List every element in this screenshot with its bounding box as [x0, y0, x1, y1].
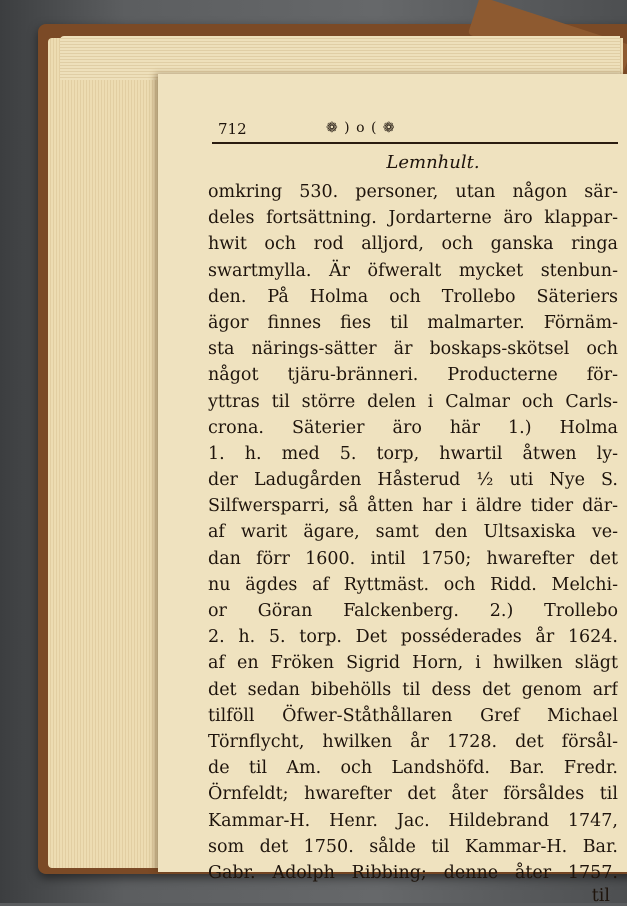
text-line: något tjäru-bränneri. Producterne för- — [208, 365, 618, 386]
catchword: til — [591, 886, 610, 906]
book-page — [158, 74, 627, 906]
text-line: de til Am. och Landshöfd. Bar. Fredr. — [208, 758, 618, 779]
text-line: nu ägdes af Ryttmäst. och Ridd. Melchi- — [208, 574, 618, 595]
page-header — [208, 118, 618, 148]
text-line: 1. h. med 5. torp, hwartil åtwen ly- — [208, 443, 618, 464]
text-line: hwit och rod alljord, och ganska ringa — [208, 234, 618, 255]
running-head: Lemnhult. — [386, 152, 480, 173]
text-line: or Göran Falckenberg. 2.) Trollebo — [208, 601, 618, 621]
text-line: den. På Holma och Trollebo Säteriers — [208, 286, 618, 307]
text-line: dan förr 1600. intil 1750; hwarefter det — [208, 548, 618, 569]
body-text — [208, 179, 618, 886]
text-line: deles fortsättning. Jordarterne äro klappar- — [208, 208, 618, 229]
text-line: ägor finnes fies til malmarter. Förnäm- — [208, 312, 618, 333]
text-line: Gabr. Adolph Ribbing; denne åter 1757. — [208, 862, 618, 883]
text-line: Kammar-H. Henr. Jac. Hildebrand 1747, — [208, 810, 618, 831]
page-content — [208, 118, 618, 906]
header-ornament: ❁ ) o ( ❁ — [326, 120, 396, 136]
text-line: af warit ägare, samt den Ultsaxiska ve- — [208, 522, 618, 543]
text-line: crona. Säterier äro här 1.) Holma — [208, 417, 618, 438]
text-line: af en Fröken Sigrid Horn, i hwilken slägt — [208, 653, 618, 674]
text-line: yttras til större delen i Calmar och Carls- — [208, 391, 618, 412]
text-line: swartmylla. Är öfweralt mycket stenbun- — [208, 260, 618, 281]
text-line: sta närings-sätter är boskaps-skötsel och — [208, 339, 618, 360]
text-line: Törnflycht, hwilken år 1728. det försål- — [208, 731, 618, 752]
text-line: som det 1750. sålde til Kammar-H. Bar. — [208, 836, 618, 857]
text-line: Silfwersparri, så åtten har i äldre tider där- — [208, 496, 618, 517]
text-line: tilföll Öfwer-Ståthållaren Gref Michael — [208, 705, 618, 726]
text-line: det sedan bibehölls til dess det genom arf — [208, 679, 618, 700]
text-line: 2. h. 5. torp. Det posséderades år 1624. — [208, 627, 618, 648]
text-line: omkring 530. personer, utan någon sär- — [208, 182, 618, 202]
header-rule — [212, 142, 618, 144]
text-line: der Ladugården Håsterud ½ uti Nye S. — [208, 470, 618, 491]
text-line: Örnfeldt; hwarefter det åter försåldes til — [208, 784, 618, 805]
page-number: 712 — [218, 120, 247, 138]
